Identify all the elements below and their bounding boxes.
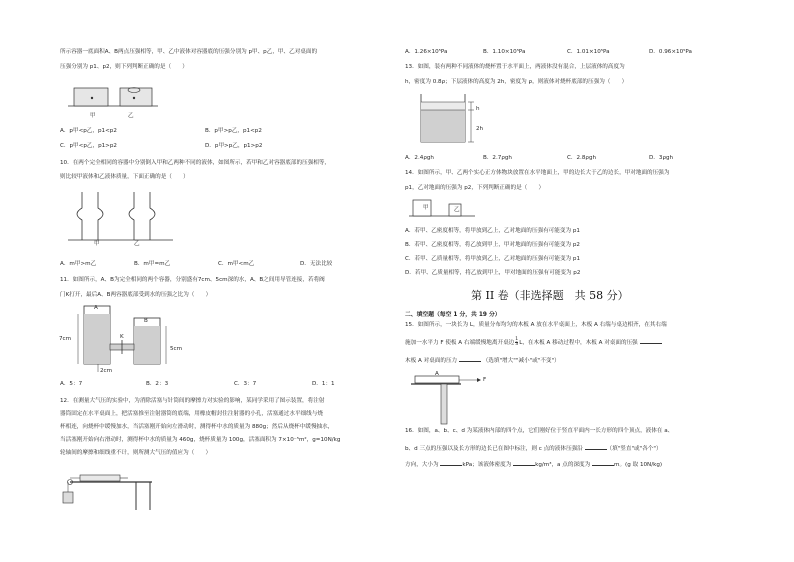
q13-text-line1: 13．如图，装有两种不同液体的烧杯置于水平面上，两液体没有混合，上层液体的高度为: [405, 64, 625, 70]
q14-box-a: 甲: [423, 205, 429, 211]
q14-figure: [409, 196, 479, 222]
q12-option-d[interactable]: D．0.96×10⁵Pa: [649, 49, 692, 55]
q8-fig-label-b: 乙: [128, 113, 134, 119]
q16-text-line3c: kg/m³，a 点的深度为: [535, 462, 591, 468]
q13-option-c[interactable]: C．2.8ρgh: [567, 155, 597, 161]
q10-option-d[interactable]: D．无法比较: [300, 261, 333, 267]
q8-text-line2: 压强分别为 p1、p2，则下列判断正确的是（ ）: [60, 64, 188, 70]
q15-text-line3: [405, 356, 560, 365]
q14-text-line1: 14．如图所示，甲、乙两个实心正方体物块放置在水平地面上，甲的边长大于乙的边长，甲对地面的压强为: [405, 170, 670, 176]
q16-text-line3a: 方向，大小为: [405, 462, 439, 468]
q15-blank-force[interactable]: [459, 356, 481, 362]
q16-text-line2: [405, 444, 662, 453]
q15-figure: [411, 370, 491, 426]
q10-option-a[interactable]: A．m甲>m乙: [60, 261, 97, 267]
q12-text-line3: 杯相连，向烧杯中缓慢加水，当活塞刚开始向左滑动时，测得杯中水的质量为 880g；然后从烧杯中缓慢抽水，: [60, 424, 334, 430]
q14-box-b: 乙: [454, 207, 460, 213]
q13-text-line2: h，密度为 0.8ρ；下层液体的高度为 2h，密度为 ρ，则液体对烧杯底部的压强为（ ）: [405, 79, 628, 85]
q12-option-c[interactable]: C．1.01×10⁵Pa: [567, 49, 610, 55]
q8-option-b[interactable]: B．p甲>p乙，p1<p2: [205, 128, 262, 134]
q10-text-line1: 10．在两个完全相同的容器中分别倒入甲和乙两种不同的液体，如图所示，若甲和乙对容器底部的压强相等，: [60, 160, 331, 166]
q13-option-a[interactable]: A．2.4ρgh: [405, 155, 434, 161]
q12-option-a[interactable]: A．1.26×10⁵Pa: [405, 49, 448, 55]
q8-fig-label-a: 甲: [90, 113, 96, 119]
q10-option-c[interactable]: C．m甲<m乙: [218, 261, 255, 267]
q11-figure: [68, 304, 188, 376]
q16-text-line2b: （填"竖直"或"各个"）: [606, 446, 662, 452]
q11-label-a: A: [94, 305, 98, 311]
q15-fig-a: A: [435, 371, 439, 377]
q12-text-line2: 器筒固定在水平桌面上，把活塞推至注射器筒的底端，用橡皮帽封住注射器的小孔，活塞通过水平细线与烧: [60, 411, 323, 417]
q10-option-b[interactable]: B．m甲=m乙: [134, 261, 171, 267]
q12-text-line4: 当活塞刚开始向右滑动时，测得杯中水的质量为 460g，烧杯质量为 100g，活塞面积为 7×10⁻⁵m²，g=10N/kg: [60, 437, 341, 443]
q10-text-line2: 则比较甲液体和乙液体质量，下面正确的是（ ）: [60, 174, 189, 180]
q13-figure: [415, 92, 485, 148]
q11-option-d[interactable]: D．1：1: [312, 381, 335, 387]
q16-text-line3: [405, 460, 662, 469]
q16-text-line3b: kPa；该液体密度为: [462, 462, 512, 468]
q8-figure: [68, 78, 168, 122]
q10-figure: [68, 188, 178, 248]
q15-frac-num: 1: [515, 337, 519, 342]
q11-text-line2: 门K打开，最后A、B两容器底部受到水的压强之比为（ ）: [60, 292, 212, 298]
q15-fig-f: F: [483, 377, 487, 383]
q12-text-line1: 12．在测量大气压的实验中，为消除活塞与针筒间的摩擦力对实验的影响，某同学采用了图示装置，将注射: [60, 398, 325, 404]
q16-blank-density[interactable]: [513, 460, 535, 466]
q15-text-line3a: 木板 A 对桌面的压力: [405, 358, 458, 364]
q15-frac-den: 3: [515, 342, 519, 347]
q13-dim-2h: 2h: [476, 126, 484, 132]
q15-text-line2b: L，在木板 A 移动过程中，木板 A 对桌面的压强: [519, 340, 638, 346]
q13-option-d[interactable]: D．3ρgh: [649, 155, 674, 161]
q12-text-line5: 轮轴间的摩擦和细线重不计，则所测大气压的值应为（ ）: [60, 450, 212, 456]
part2-title: 第 II 卷（非选择题 共 58 分）: [471, 289, 629, 302]
q16-text-line3d: m。(g 取 10N/kg): [614, 462, 663, 468]
q11-option-a[interactable]: A．5：7: [60, 381, 83, 387]
q14-option-c[interactable]: C．若甲、乙质量相等，将甲放到乙上，乙对地面的压强有可能变为 p1: [405, 256, 581, 262]
q10-fig-label-a: 甲: [94, 241, 100, 247]
q16-blank-direction[interactable]: [585, 444, 607, 450]
q16-text-line1: 16．如图，a、b、c、d 为某液体内部的四个点，它们刚好位于竖直平面内一长方形的四个顶点，液体在 a、: [405, 428, 674, 434]
q11-label-b: B: [144, 318, 148, 324]
q15-fraction: [515, 338, 518, 347]
q11-dim-7cm: 7cm: [59, 336, 72, 342]
q14-option-a[interactable]: A．若甲、乙密度相等，将甲放到乙上，乙对地面的压强有可能变为 p1: [405, 228, 580, 234]
q13-dim-h: h: [476, 106, 480, 112]
q11-label-k: K: [120, 334, 124, 340]
q8-option-d[interactable]: D．p甲>p乙，p1>p2: [205, 143, 263, 149]
q14-text-line2: p1，乙对地面的压强为 p2，下列判断正确的是（ ）: [405, 185, 545, 191]
q11-option-b[interactable]: B．2：3: [146, 381, 169, 387]
fill-in-section-heading: 二、填空题（每空 1 分，共 19 分）: [405, 312, 501, 318]
q11-dim-5cm: 5cm: [170, 346, 183, 352]
q15-text-line3b: （选填"增大""减小"或"不变"）: [482, 358, 560, 364]
q12-figure: [66, 462, 176, 512]
q13-option-b[interactable]: B．2.7ρgh: [483, 155, 512, 161]
q16-text-line2a: b、d 三点的压强以及长方形的边长已在图中标注，则 c 点的液体压强沿: [405, 446, 583, 452]
q11-text-line1: 11．如图所示，A、B为完全相同的两个容器，分别盛有7cm、5cm深的水，A、B之间用导管连接，若将阀: [60, 277, 325, 283]
q11-option-c[interactable]: C．3：7: [234, 381, 257, 387]
q15-text-line1: 15．如图所示，一块长为 L，质量分布均匀的木板 A 放在水平桌面上，木板 A 右端与桌边相齐，在其右端: [405, 322, 667, 328]
q16-blank-pressure[interactable]: [440, 460, 462, 466]
q15-blank-pressure[interactable]: [640, 338, 662, 344]
q16-blank-depth[interactable]: [592, 460, 614, 466]
q10-fig-label-b: 乙: [134, 241, 140, 247]
q12-option-b[interactable]: B．1.10×10⁵Pa: [483, 49, 526, 55]
q11-dim-2cm: 2cm: [100, 368, 113, 374]
q14-option-d[interactable]: D．若甲、乙质量相等，将乙放到甲上，甲对地面的压强有可能变为 p2: [405, 270, 581, 276]
q8-option-c[interactable]: C．p甲<p乙，p1>p2: [60, 143, 117, 149]
q8-option-a[interactable]: A．p甲<p乙，p1<p2: [60, 128, 117, 134]
q15-text-line2: [405, 338, 662, 347]
q14-option-b[interactable]: B．若甲、乙密度相等，将乙放到甲上，甲对地面的压强有可能变为 p2: [405, 242, 580, 248]
q15-text-line2a: 施加一水平力 F 使板 A 右端缓慢地离开桌边: [405, 340, 515, 346]
q8-text-line1: 所示容器一底面积A、B两点压强相等，甲、乙中液体对容器底的压强分别为 p甲、p乙，甲、乙对桌面的: [60, 49, 318, 55]
